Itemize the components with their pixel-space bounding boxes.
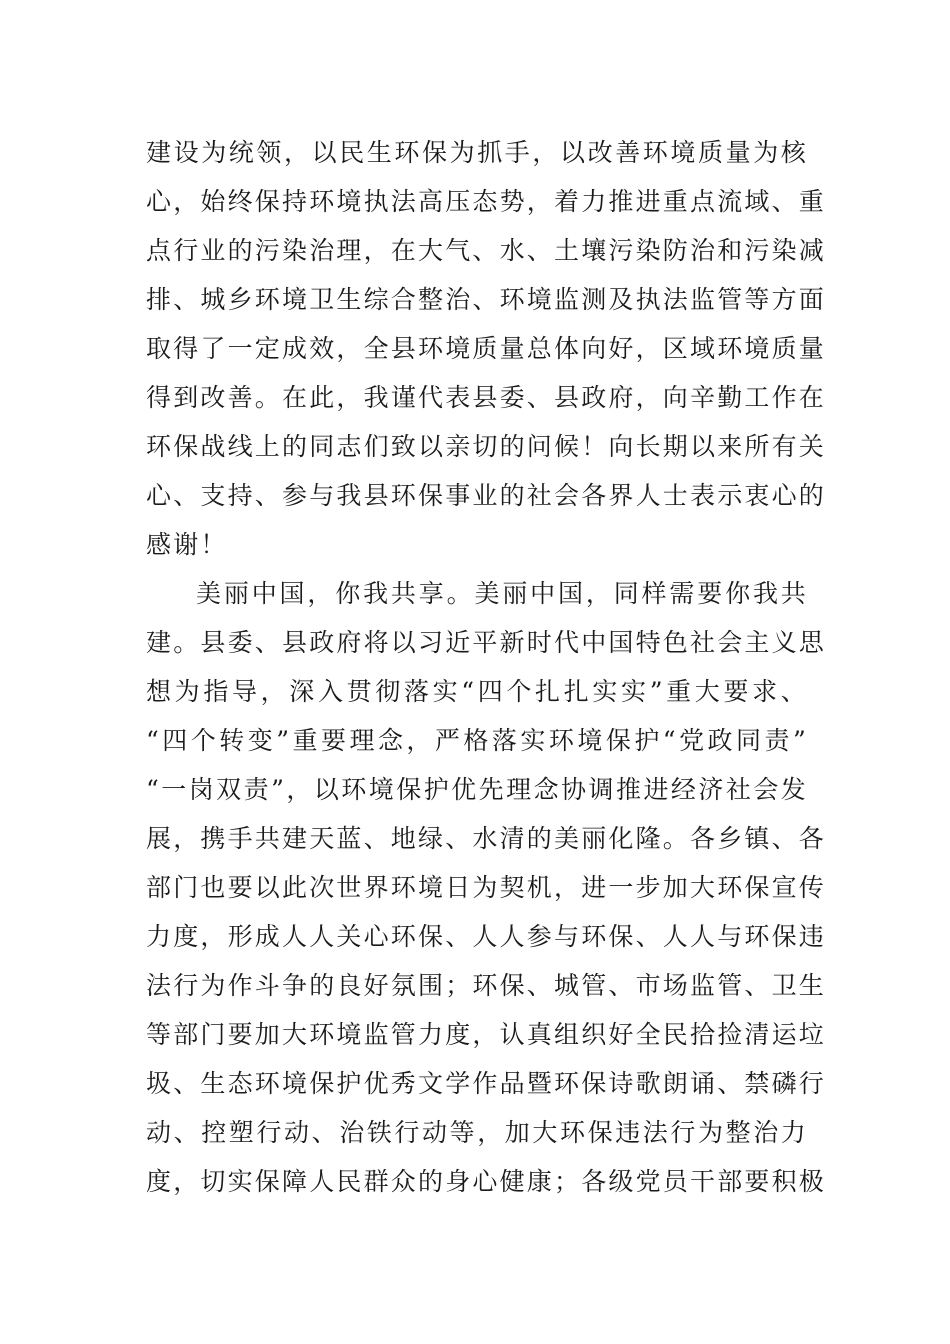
text-line: 得到改善。在此，我谨代表县委、县政府，向辛勤工作在: [146, 383, 827, 412]
text-line: 排、城乡环境卫生综合整治、环境监测及执法监管等方面: [146, 285, 827, 314]
text-line: 心、支持、参与我县环保事业的社会各界人士表示衷心的: [146, 481, 827, 510]
text-line: 动、控塑行动、治铁行动等，加大环保违法行为整治力: [146, 1118, 808, 1147]
text-line: 力度，形成人人关心环保、人人参与环保、人人与环保违: [146, 922, 827, 951]
text-line: 点行业的污染治理，在大气、水、土壤污染防治和污染减: [146, 236, 827, 265]
text-line: 环保战线上的同志们致以亲切的问候！向长期以来所有关: [146, 432, 827, 461]
text-line: “四个转变”重要理念，严格落实环境保护“党政同责”: [146, 726, 808, 755]
text-line: 想为指导，深入贯彻落实“四个扎扎实实”重大要求、: [146, 677, 808, 706]
text-line: 建。县委、县政府将以习近平新时代中国特色社会主义思: [146, 628, 827, 657]
text-line: 等部门要加大环境监管力度，认真组织好全民拾捡清运垃: [146, 1020, 827, 1049]
text-line: 度，切实保障人民群众的身心健康；各级党员干部要积极: [146, 1167, 827, 1196]
text-line: 展，携手共建天蓝、地绿、水清的美丽化隆。各乡镇、各: [146, 824, 827, 853]
body-text: [146, 128, 827, 1206]
text-line: 圾、生态环境保护优秀文学作品暨环保诗歌朗诵、禁磷行: [146, 1069, 827, 1098]
text-line: 法行为作斗争的良好氛围；环保、城管、市场监管、卫生: [146, 971, 827, 1000]
text-line: 建设为统领，以民生环保为抓手，以改善环境质量为核: [146, 138, 808, 167]
text-line: “一岗双责”，以环境保护优先理念协调推进经济社会发: [146, 775, 808, 804]
text-line: 部门也要以此次世界环境日为契机，进一步加大环保宣传: [146, 873, 827, 902]
text-line: 心，始终保持环境执法高压态势，着力推进重点流域、重: [146, 187, 827, 216]
text-line: 取得了一定成效，全县环境质量总体向好，区域环境质量: [146, 334, 827, 363]
paragraph-end-line: 感谢！: [146, 530, 228, 559]
paragraph-first-line: 美丽中国，你我共享。美丽中国，同样需要你我共: [196, 579, 808, 608]
